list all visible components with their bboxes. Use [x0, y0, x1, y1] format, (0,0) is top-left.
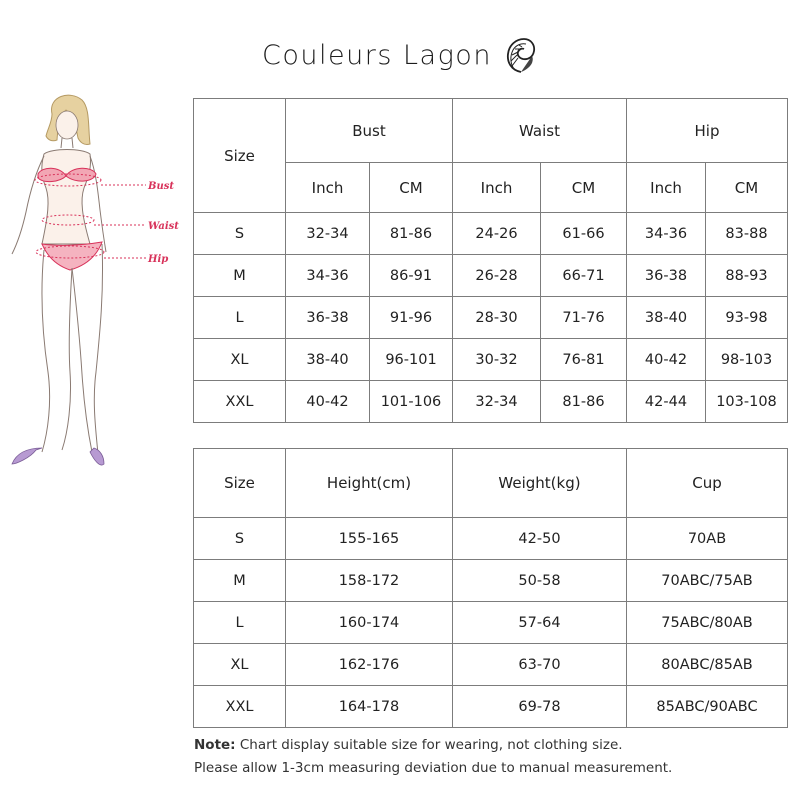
value-cell: 164-178 — [286, 686, 453, 728]
value-cell: 81-86 — [370, 213, 453, 255]
value-cell: 76-81 — [541, 339, 627, 381]
value-cell: 81-86 — [541, 381, 627, 423]
size-cell: L — [194, 602, 286, 644]
spec-row — [194, 518, 788, 560]
value-cell: 32-34 — [453, 381, 541, 423]
size-cell: S — [194, 518, 286, 560]
value-cell: 71-76 — [541, 297, 627, 339]
value-cell: 28-30 — [453, 297, 541, 339]
spec-header-row — [194, 449, 788, 518]
brand-name: Couleurs Lagon — [262, 39, 492, 71]
size-cell: S — [194, 213, 286, 255]
value-cell: 80ABC/85AB — [627, 644, 788, 686]
unit-header: CM — [370, 163, 453, 213]
value-cell: 38-40 — [627, 297, 706, 339]
value-cell: 42-50 — [453, 518, 627, 560]
note-text: Chart display suitable size for wearing, not clothing size. — [235, 737, 623, 753]
spec-row — [194, 602, 788, 644]
waist-header: Waist — [453, 99, 627, 163]
value-cell: 70AB — [627, 518, 788, 560]
measure-row — [194, 297, 788, 339]
value-cell: 38-40 — [286, 339, 370, 381]
unit-header: Inch — [453, 163, 541, 213]
value-cell: 26-28 — [453, 255, 541, 297]
measure-row — [194, 255, 788, 297]
value-cell: 63-70 — [453, 644, 627, 686]
size-note — [194, 734, 794, 780]
value-cell: 155-165 — [286, 518, 453, 560]
value-cell: 40-42 — [627, 339, 706, 381]
unit-header: CM — [706, 163, 788, 213]
value-cell: 24-26 — [453, 213, 541, 255]
value-cell: 66-71 — [541, 255, 627, 297]
value-cell: 42-44 — [627, 381, 706, 423]
value-cell: 30-32 — [453, 339, 541, 381]
height-header: Height(cm) — [286, 449, 453, 518]
value-cell: 93-98 — [706, 297, 788, 339]
note-line-2: Please allow 1-3cm measuring deviation due to manual measurement. — [194, 760, 673, 776]
value-cell: 103-108 — [706, 381, 788, 423]
unit-header: Inch — [286, 163, 370, 213]
hip-header: Hip — [627, 99, 788, 163]
hip-label: Hip — [148, 254, 169, 265]
value-cell: 162-176 — [286, 644, 453, 686]
size-cell: XL — [194, 644, 286, 686]
spec-row — [194, 644, 788, 686]
spec-row — [194, 560, 788, 602]
value-cell: 101-106 — [370, 381, 453, 423]
value-cell: 86-91 — [370, 255, 453, 297]
value-cell: 36-38 — [286, 297, 370, 339]
size-spec-table — [193, 448, 788, 728]
spec-row — [194, 686, 788, 728]
bust-label: Bust — [148, 181, 174, 192]
brand-header — [0, 30, 800, 80]
value-cell: 85ABC/90ABC — [627, 686, 788, 728]
value-cell: 91-96 — [370, 297, 453, 339]
size-cell: M — [194, 255, 286, 297]
unit-header: Inch — [627, 163, 706, 213]
size-cell: XXL — [194, 686, 286, 728]
value-cell: 160-174 — [286, 602, 453, 644]
measure-row — [194, 381, 788, 423]
size-cell: L — [194, 297, 286, 339]
weight-header: Weight(kg) — [453, 449, 627, 518]
value-cell: 75ABC/80AB — [627, 602, 788, 644]
value-cell: 158-172 — [286, 560, 453, 602]
note-line-1 — [194, 734, 794, 757]
size-header: Size — [194, 99, 286, 213]
value-cell: 50-58 — [453, 560, 627, 602]
value-cell: 36-38 — [627, 255, 706, 297]
body-measurement-table — [193, 98, 788, 423]
value-cell: 32-34 — [286, 213, 370, 255]
waist-label: Waist — [148, 221, 179, 232]
value-cell: 34-36 — [627, 213, 706, 255]
value-cell: 57-64 — [453, 602, 627, 644]
bust-header: Bust — [286, 99, 453, 163]
value-cell: 96-101 — [370, 339, 453, 381]
nautilus-shell-icon — [504, 36, 538, 74]
cup-header: Cup — [627, 449, 788, 518]
body-measure-figure — [0, 92, 190, 477]
size-cell: XL — [194, 339, 286, 381]
size-cell: XXL — [194, 381, 286, 423]
value-cell: 70ABC/75AB — [627, 560, 788, 602]
value-cell: 88-93 — [706, 255, 788, 297]
value-cell: 40-42 — [286, 381, 370, 423]
value-cell: 34-36 — [286, 255, 370, 297]
unit-header: CM — [541, 163, 627, 213]
size-cell: M — [194, 560, 286, 602]
measure-row — [194, 339, 788, 381]
value-cell: 61-66 — [541, 213, 627, 255]
size-header: Size — [194, 449, 286, 518]
value-cell: 98-103 — [706, 339, 788, 381]
group-header-row — [194, 99, 788, 163]
measure-row — [194, 213, 788, 255]
note-label: Note: — [194, 737, 236, 753]
value-cell: 83-88 — [706, 213, 788, 255]
value-cell: 69-78 — [453, 686, 627, 728]
